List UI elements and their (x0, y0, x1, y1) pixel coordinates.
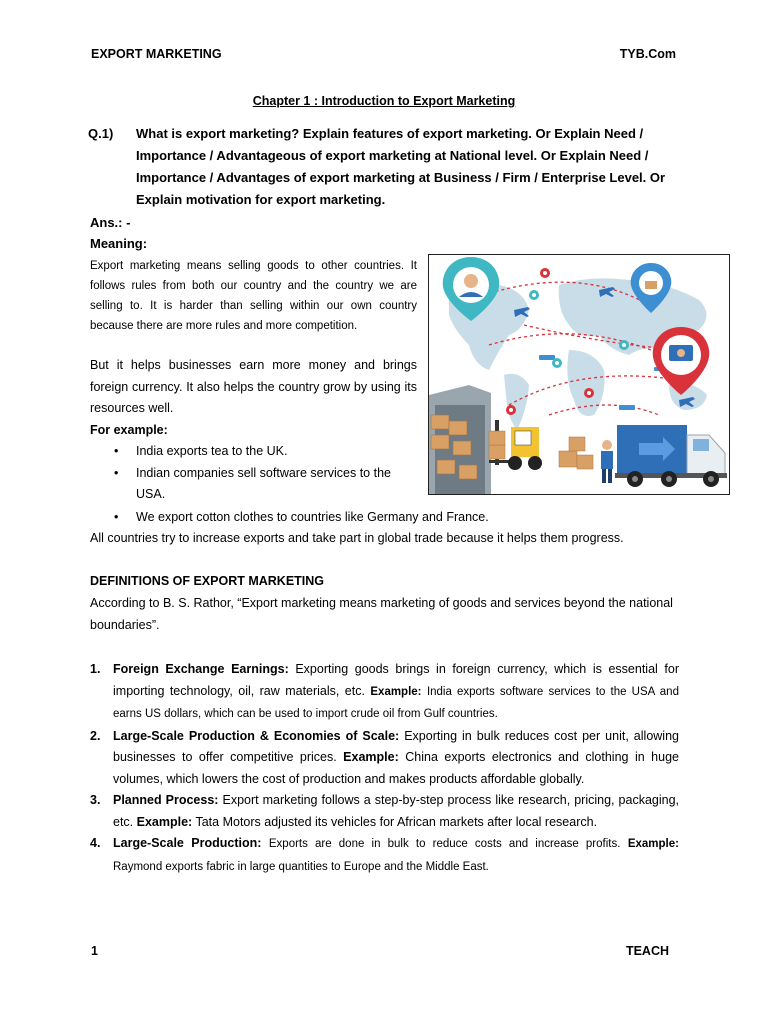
feature-number: 4. (90, 836, 101, 850)
feature-item (90, 726, 679, 791)
feature-title: Large-Scale Production: (113, 836, 262, 850)
feature-body: Exports are done in bulk to reduce costs and increase profits. (268, 838, 621, 850)
feature-example-label: Example: (370, 685, 422, 698)
feature-example-label: Example: (343, 750, 399, 764)
feature-title: Planned Process: (113, 793, 219, 807)
export-illustration (428, 254, 730, 495)
example-item: • Indian companies sell software services to the USA. (90, 463, 417, 506)
question-text: What is export marketing? Explain features of export marketing. Or Explain Need / Importance / Advantageous of export marketing at National level. Or Explain Need / Importance / Advantages of export marketing at Business / Firm / Enterprise Level. Or Explain motivation for export marketing. (136, 126, 666, 207)
feature-body: Exporting goods brings in foreign currency, which is essential for importing technology, oil, raw materials, etc. (113, 662, 679, 698)
meaning-paragraph-2: But it helps businesses earn more money and brings foreign currency. It also helps the country grow by using its resources well. (90, 358, 417, 415)
feature-title: Large-Scale Production & Economies of Scale: (113, 728, 400, 743)
example-item: • India exports tea to the UK. (90, 441, 417, 463)
footer-right: TEACH (625, 944, 669, 958)
meaning-closing: All countries try to increase exports and take part in global trade because it helps them progress. (90, 531, 624, 545)
example-list (90, 441, 417, 506)
running-header-left: EXPORT MARKETING (91, 47, 222, 61)
answer-label: Ans.: - (90, 215, 131, 230)
feature-item (90, 790, 679, 833)
feature-title: Foreign Exchange Earnings: (113, 662, 289, 676)
forklift-icon (489, 420, 542, 470)
feature-body: Export marketing follows a step-by-step process like research, pricing, packaging, etc. (113, 793, 679, 829)
feature-number: 3. (90, 793, 101, 807)
chapter-title: Chapter 1 : Introduction to Export Marketing (252, 94, 516, 108)
feature-number: 2. (90, 728, 101, 743)
meaning-heading: Meaning: (90, 236, 148, 251)
warehouse-icon (429, 385, 491, 494)
feature-example: Raymond exports fabric in large quantities to Europe and the Middle East. (113, 860, 489, 873)
world-map-logistics-illustration (429, 255, 729, 494)
feature-example: Tata Motors adjusted its vehicles for African markets after local research. (195, 814, 598, 829)
feature-example-label: Example: (136, 814, 193, 829)
feature-item (90, 659, 679, 726)
page-number: 1 (91, 944, 98, 958)
example-list-continued (90, 507, 690, 529)
running-header-right: TYB.Com (619, 47, 676, 61)
example-heading: For example: (90, 423, 168, 437)
features-list (90, 659, 679, 878)
feature-example: China exports electronics and clothing in huge volumes, which lowers the cost of production and makes products affordable globally. (113, 750, 679, 786)
question-number: Q.1) (88, 126, 114, 141)
example-item: • We export cotton clothes to countries like Germany and France. (90, 507, 690, 529)
definitions-heading: DEFINITIONS OF EXPORT MARKETING (90, 574, 325, 588)
meaning-paragraph-1: Export marketing means selling goods to other countries. It follows rules from both our country and the country we are selling to. It is harder than selling within our own country because there are more rules and more competition. (90, 260, 417, 332)
feature-item (90, 833, 679, 878)
definition-text: According to B. S. Rathor, “Export marketing means marketing of goods and services beyond the national boundaries”. (90, 596, 673, 632)
feature-body: Exporting in bulk reduces cost per unit, allowing businesses to offer competitive prices. (113, 728, 679, 764)
feature-example-label: Example: (627, 838, 679, 850)
feature-number: 1. (90, 662, 101, 676)
feature-example: India exports software services to the USA and earns US dollars, which can be used to import crude oil from Gulf countries. (113, 685, 679, 720)
